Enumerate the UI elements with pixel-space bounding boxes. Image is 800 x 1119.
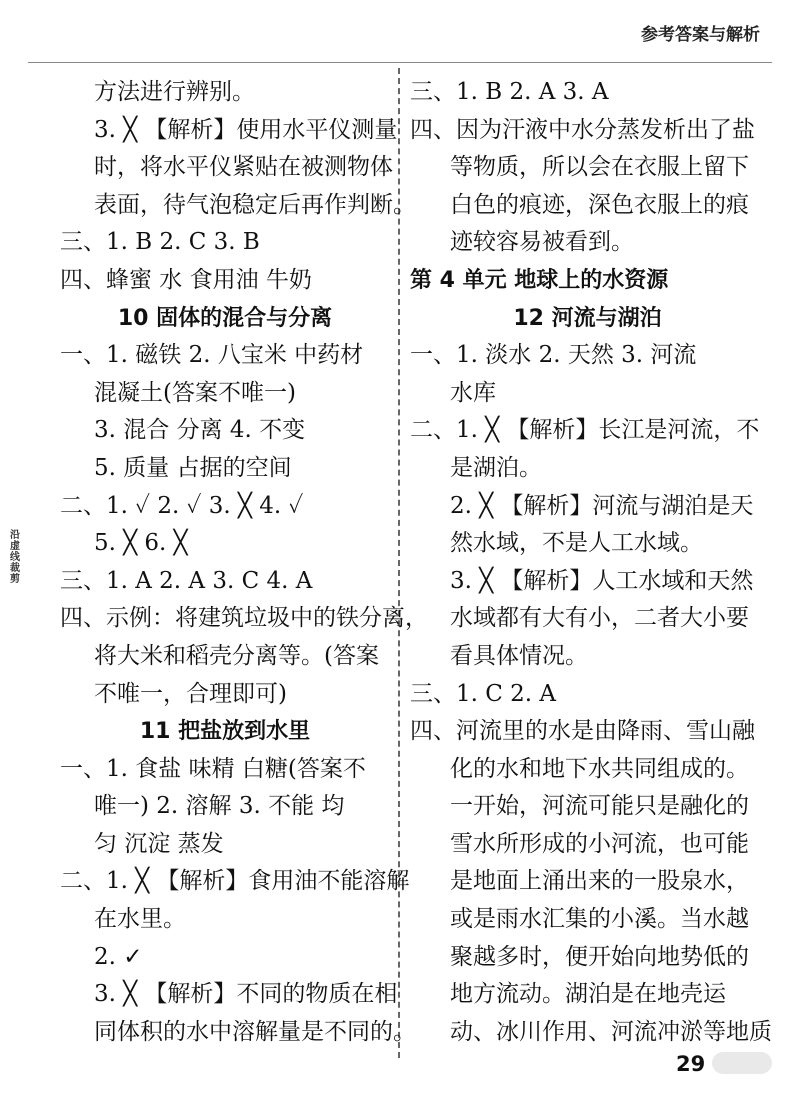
left-answer-line: 表面，待气泡稳定后再作判断。 (94, 191, 416, 218)
right-answer-line: 2. ╳ 【解析】河流与湖泊是天 (450, 492, 754, 519)
left-answer-line: 在水里。 (94, 906, 186, 933)
left-answer-line: 3. 混合 分离 4. 不变 (94, 417, 306, 444)
left-answer-line: 时，将水平仪紧贴在被测物体 (94, 154, 393, 181)
left-answer-line: 10 固体的混合与分离 (117, 305, 333, 331)
right-answer-line: 一开始，河流可能只是融化的 (450, 793, 749, 820)
left-answer-line: 2. ✓ (94, 943, 143, 970)
right-answer-line: 是地面上涌出来的一股泉水， (450, 868, 749, 895)
right-answer-line: 然水域，不是人工水域。 (450, 530, 703, 557)
left-answer-line: 一、1. 食盐 味精 白糖(答案不 (60, 755, 366, 782)
right-answer-line: 迹较容易被看到。 (450, 229, 634, 256)
left-answer-line: 二、1. ╳ 【解析】食用油不能溶解 (60, 868, 410, 895)
page-number: 29 (676, 1052, 706, 1076)
left-column (60, 74, 428, 1051)
right-answer-line: 12 河流与湖泊 (513, 305, 662, 331)
left-answer-line: 三、1. B 2. C 3. B (60, 229, 260, 256)
right-answer-line: 地方流动。湖泊是在地壳运 (450, 981, 726, 1008)
right-answer-line: 3. ╳ 【解析】人工水域和天然 (450, 567, 754, 594)
right-answer-line: 白色的痕迹，深色衣服上的痕 (450, 191, 749, 218)
cut-line-label: 沿虚线裁剪 (10, 530, 20, 585)
left-answer-line: 3. ╳ 【解析】使用水平仪测量 (94, 116, 398, 143)
left-answer-line: 方法进行辨别。 (94, 79, 255, 105)
page-header-title: 参考答案与解析 (641, 25, 760, 45)
right-answer-line: 是湖泊。 (450, 454, 542, 481)
left-answer-line: 混凝土(答案不唯一) (94, 379, 296, 406)
right-answer-line: 一、1. 淡水 2. 天然 3. 河流 (410, 342, 697, 369)
left-answer-line: 5. 质量 占据的空间 (94, 454, 292, 481)
right-answer-line: 动、冰川作用、河流冲淤等地质 (450, 1018, 772, 1045)
right-answer-line: 水域都有大有小，二者大小要 (450, 605, 749, 632)
right-answer-line: 三、1. B 2. A 3. A (410, 79, 609, 105)
left-answer-line: 3. ╳ 【解析】不同的物质在相 (94, 981, 398, 1008)
left-answer-line: 将大米和稻壳分离等。(答案 (94, 642, 379, 669)
right-answer-line: 四、河流里的水是由降雨、雪山融 (410, 718, 755, 745)
right-answer-line: 化的水和地下水共同组成的。 (450, 755, 749, 782)
left-answer-line: 匀 沉淀 蒸发 (94, 830, 224, 857)
left-answer-line: 四、示例：将建筑垃圾中的铁分离， (60, 605, 428, 632)
left-answer-line: 5. ╳ 6. ╳ (94, 530, 188, 557)
right-answer-line: 第 4 单元 地球上的水资源 (410, 267, 669, 293)
left-answer-line: 一、1. 磁铁 2. 八宝米 中药材 (60, 342, 364, 369)
left-answer-line: 二、1. ✓ 2. ✓ 3. ╳ 4. ✓ (60, 492, 304, 519)
right-answer-line: 雪水所形成的小河流，也可能 (450, 830, 749, 857)
left-answer-line: 同体积的水中溶解量是不同的。 (94, 1018, 416, 1045)
right-answer-line: 四、因为汗液中水分蒸发析出了盐 (410, 116, 755, 143)
right-column (410, 74, 772, 1051)
left-answer-line: 唯一) 2. 溶解 3. 不能 均 (94, 793, 345, 820)
right-answer-line: 或是雨水汇集的小溪。当水越 (450, 906, 749, 933)
right-answer-line: 水库 (450, 379, 496, 406)
right-answer-line: 三、1. C 2. A (410, 680, 557, 707)
right-answer-line: 二、1. ╳ 【解析】长江是河流，不 (410, 417, 760, 444)
right-answer-line: 看具体情况。 (450, 642, 588, 669)
right-answer-line: 等物质，所以会在衣服上留下 (450, 154, 749, 181)
left-answer-line: 三、1. A 2. A 3. C 4. A (60, 567, 313, 594)
page-number-decoration (712, 1052, 772, 1074)
right-answer-line: 聚越多时，便开始向地势低的 (450, 943, 749, 970)
left-answer-line: 11 把盐放到水里 (139, 719, 311, 745)
header-rule (28, 62, 772, 63)
left-answer-line: 四、蜂蜜 水 食用油 牛奶 (60, 266, 312, 293)
left-answer-line: 不唯一，合理即可) (94, 680, 287, 707)
